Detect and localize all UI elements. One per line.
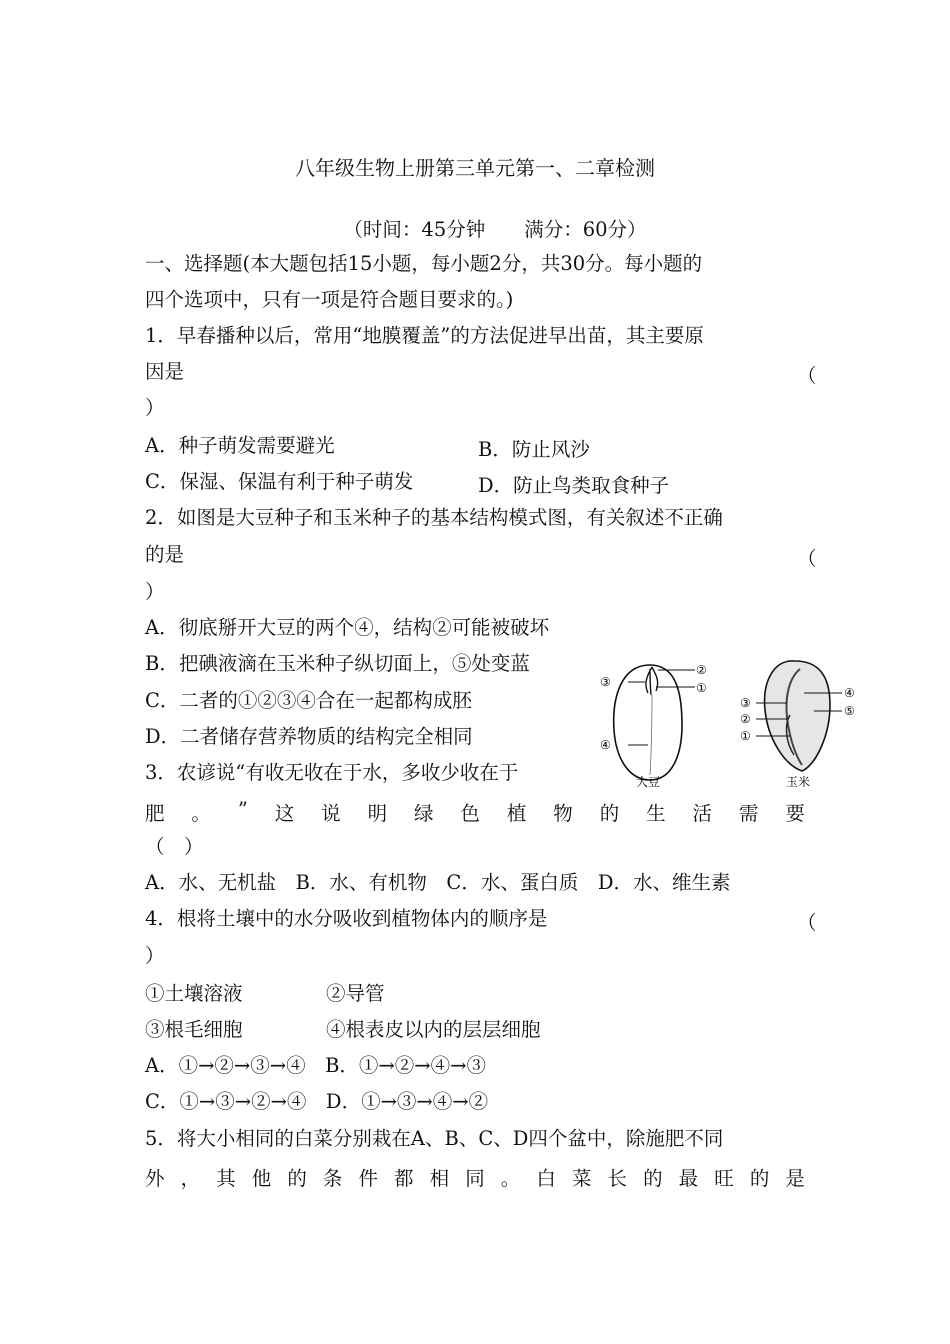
page-title: 八年级生物上册第三单元第一、二章检测	[295, 156, 655, 180]
corn-label-4: ④	[844, 686, 855, 700]
q1-option-b: B．防止风沙	[478, 438, 590, 461]
q2-option-a: A．彻底掰开大豆的两个④，结构②可能被破坏	[145, 616, 550, 639]
q3-stem2-char: 绿	[414, 802, 434, 825]
q5-stem2-char: 相	[429, 1167, 450, 1190]
q5-stem2-char: 旺	[714, 1167, 734, 1190]
corn-diagram	[756, 661, 842, 771]
corn-label-2: ②	[740, 712, 751, 726]
q2-answer-paren-open: （	[797, 547, 817, 570]
q5-stem2-char: 长	[607, 1167, 628, 1190]
section-heading: 一、选择题(本大题包括15小题，每小题2分，共30分。每小题的	[145, 252, 703, 275]
q2-option-c: C．二者的①②③④合在一起都构成胚	[145, 689, 472, 712]
q4-stem: 4．根将土壤中的水分吸收到植物体内的顺序是	[145, 907, 548, 930]
q1-option-a: A．种子萌发需要避光	[145, 434, 335, 457]
q1-stem: 1．早春播种以后，常用“地膜覆盖”的方法促进早出苗，其主要原	[145, 324, 704, 347]
soy-name-label: 大豆	[636, 775, 661, 789]
soy-label-3: ③	[600, 675, 611, 689]
q4-answer-paren-close: ）	[145, 944, 165, 967]
q3-stem: 3．农谚说“有收无收在于水，多收少收在于	[145, 761, 519, 784]
q3-options: A．水、无机盐 B．水、有机物 C．水、蛋白质 D．水、维生素	[145, 871, 731, 894]
q3-stem2-char: 生	[646, 802, 666, 825]
q5-stem2-char: 条	[322, 1167, 343, 1190]
soy-label-4: ④	[600, 738, 611, 752]
q3-stem2-char: 肥	[145, 802, 165, 825]
q5-stem2-char: 外	[145, 1167, 165, 1190]
q5-stem2-char: 菜	[571, 1167, 592, 1190]
q4-options-ab: A．①→②→③→④ B．①→②→④→③	[145, 1054, 486, 1077]
q5-stem2-char: 的	[643, 1167, 663, 1190]
q1-answer-paren-close: ）	[145, 396, 165, 419]
q2-stem-cont: 的是	[145, 543, 185, 566]
q5-stem2-char: 同	[465, 1167, 485, 1190]
q3-stem2-char: 明	[367, 802, 388, 825]
q5-stem2-char: 都	[394, 1167, 414, 1190]
seed-structure-figure	[590, 655, 870, 795]
corn-label-5: ⑤	[844, 704, 855, 718]
q5-stem2-char: 最	[678, 1167, 699, 1190]
q3-stem-cont	[145, 798, 805, 826]
q1-answer-paren-open: （	[797, 364, 817, 387]
q5-stem2-char: 。	[500, 1167, 521, 1190]
q5-stem2-char: 他	[251, 1167, 272, 1190]
q4-item-3: ③根毛细胞	[145, 1018, 243, 1041]
q3-stem2-char: 需	[738, 802, 759, 825]
q4-answer-paren-open: （	[797, 911, 817, 934]
soy-label-2: ②	[696, 663, 707, 677]
q1-option-c: C．保湿、保温有利于种子萌发	[145, 470, 414, 493]
q2-option-b: B．把碘液滴在玉米种子纵切面上，⑤处变蓝	[145, 652, 530, 675]
q2-stem: 2．如图是大豆种子和玉米种子的基本结构模式图，有关叙述不正确	[145, 506, 723, 529]
q4-options-cd: C．①→③→②→④ D．①→③→④→②	[145, 1090, 489, 1113]
q1-option-d: D．防止鸟类取食种子	[478, 474, 670, 497]
soy-label-1: ①	[696, 681, 707, 695]
exam-info: （时间：45分钟 满分：60分）	[343, 218, 647, 241]
q5-stem2-char: 白	[536, 1167, 556, 1190]
q3-stem2-char: 物	[553, 802, 573, 825]
q4-item-1: ①土壤溶液	[145, 982, 243, 1005]
q3-stem2-char: 说	[321, 802, 341, 825]
q3-stem2-char: 植	[506, 802, 527, 825]
q5-stem2-char: 的	[749, 1167, 770, 1190]
q3-stem2-char: 要	[785, 802, 805, 825]
corn-label-3: ③	[740, 696, 751, 710]
q4-item-2: ②导管	[326, 982, 385, 1005]
q5-stem: 5．将大小相同的白菜分别栽在A、B、C、D四个盆中，除施肥不同	[145, 1127, 724, 1150]
section-heading-cont: 四个选项中，只有一项是符合题目要求的。)	[145, 288, 514, 311]
q3-stem2-char: 。	[191, 802, 211, 825]
q3-stem2-char: 色	[460, 802, 480, 825]
corn-name-label: 玉米	[786, 775, 811, 789]
q5-stem-cont	[145, 1163, 805, 1191]
soybean-diagram	[614, 665, 695, 780]
q5-stem2-char: ，	[180, 1167, 201, 1190]
q3-answer-paren: （ ）	[145, 835, 204, 858]
q5-stem2-char: 件	[358, 1167, 378, 1190]
q5-stem2-char: 是	[785, 1167, 805, 1190]
q4-item-4: ④根表皮以内的层层细胞	[326, 1018, 541, 1041]
q3-stem2-char: 这	[274, 802, 295, 825]
q5-stem2-char: 其	[216, 1167, 236, 1190]
q5-stem2-char: 的	[287, 1167, 307, 1190]
q2-option-d: D．二者储存营养物质的结构完全相同	[145, 725, 473, 748]
q1-stem-cont: 因是	[145, 360, 185, 383]
q3-stem2-char: 的	[599, 802, 620, 825]
q3-stem2-char: ”	[237, 798, 248, 821]
q3-stem2-char: 活	[692, 802, 713, 825]
q2-answer-paren-close: ）	[145, 580, 165, 603]
corn-label-1: ①	[740, 729, 751, 743]
